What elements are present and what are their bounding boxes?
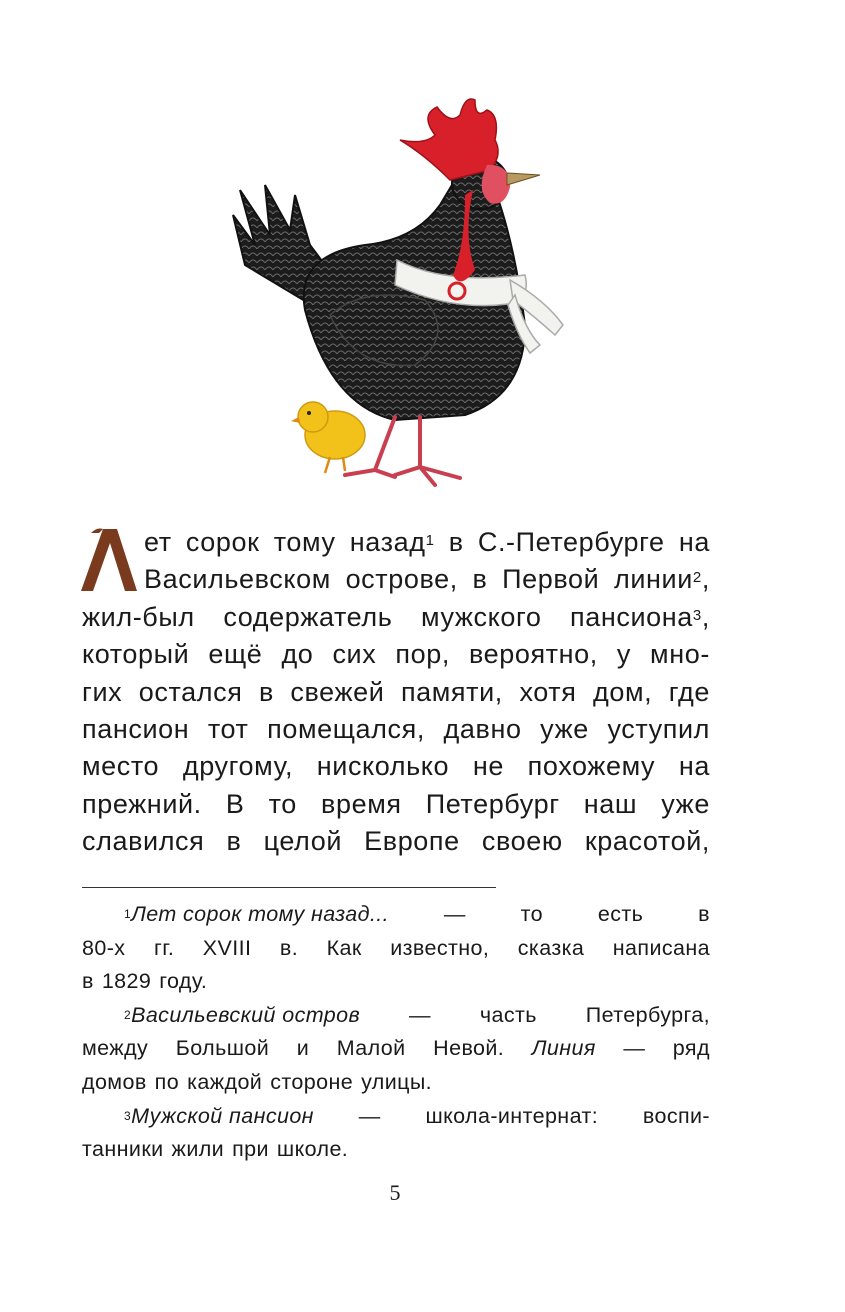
- text-line-5: гих остался в свежей памяти, хотя дом, где: [82, 676, 710, 707]
- text-line-7: место другому, нисколько не похожему на: [82, 751, 710, 782]
- hen-illustration-svg: [225, 95, 575, 490]
- footnote-1: $^1$Лет сорок тому назад... — то есть в 80-х гг. XVIII в. Как известно, сказка написана в 1829 году.: [82, 902, 710, 994]
- text-line-8: прежний. В то время Петербург наш уже: [82, 788, 710, 819]
- footnote-ref-3: 3: [692, 606, 702, 624]
- footnote-3: $^3$Мужской пансион — школа-интернат: воспи- танники жили при школе.: [82, 1103, 710, 1162]
- footnote-2: $^2$Васильевский остров — часть Петербурга, между Большой и Малой Невой. Линия — ряд домов по каждой стороне улицы.: [82, 1002, 710, 1094]
- text-line-1: ет сорок тому назад$^1$ в С.-Петербурге на: [144, 527, 710, 557]
- page-number: 5: [389, 1180, 401, 1205]
- text-line-6: пансион тот помещался, давно уже уступил: [82, 713, 710, 744]
- text-line-9: славился в целой Европе своею красотой,: [82, 826, 710, 857]
- footnotes: [82, 898, 710, 1167]
- footnote-ref-2: 2: [692, 569, 702, 587]
- footnote-ref-1: 1: [425, 532, 435, 549]
- text-line-4: который ещё до сих пор, вероятно, у мно-: [82, 639, 710, 670]
- dropcap-glyph: [79, 525, 139, 593]
- text-line-3: жил-был содержатель мужского пансиона$^3$,: [82, 601, 710, 632]
- main-text: [82, 524, 710, 861]
- footnote-separator: [82, 887, 496, 888]
- dropcap-letter: [79, 525, 139, 593]
- hen-and-chick-illustration: [225, 95, 575, 490]
- text-line-2: Васильевском острове, в Первой линии$^2$,: [144, 564, 710, 595]
